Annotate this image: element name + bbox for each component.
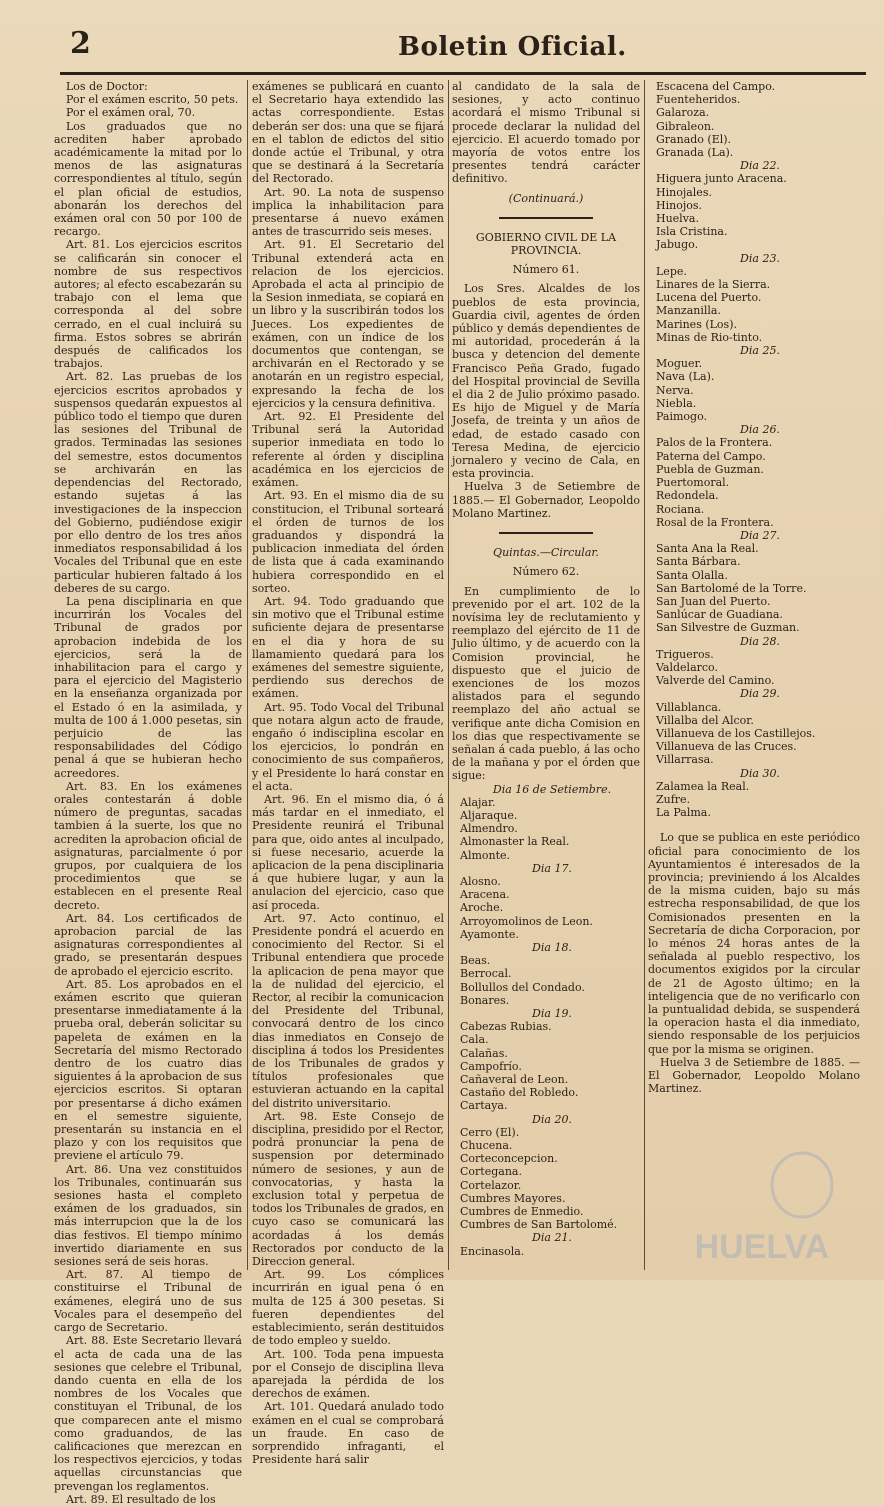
column-divider	[448, 80, 449, 1270]
newspaper-title: Boletin Oficial.	[398, 32, 627, 62]
town-entry: Hinojos.	[656, 198, 702, 212]
town-entry: Puebla de Guzman.	[656, 462, 764, 476]
town-entry: Castaño del Robledo.	[460, 1086, 579, 1100]
schedule-day-label: Dia 23.	[740, 251, 780, 265]
column-3	[452, 80, 640, 1270]
article-paragraph: Art. 83. En los exámenes orales contestarán á doble número de preguntas, sacadas tambien á la suerte, los que no acrediten la aprobacion oficial de asignaturas, parcialmente ó por grupos, por cualquiera de los procedimientos que se establecen en el presente Real decreto.	[54, 779, 242, 912]
column-divider	[247, 80, 248, 1270]
town-entry: Cartaya.	[460, 1099, 508, 1113]
town-entry: Sanlúcar de Guadiana.	[656, 608, 783, 622]
town-entry: Calañas.	[460, 1046, 508, 1060]
town-entry: Villablanca.	[656, 700, 722, 714]
town-entry: Fuenteheridos.	[656, 93, 741, 107]
article-paragraph: Art. 92. El Presidente del Tribunal será la Autoridad superior inmediata en todo lo referente al órden y disciplina académica en los ejercicios de exámen.	[252, 410, 444, 490]
town-entry: Valverde del Camino.	[656, 674, 775, 688]
town-entry: Chucena.	[460, 1139, 513, 1153]
schedule-day-label: Dia 21.	[532, 1231, 572, 1245]
article-paragraph: Art. 97. Acto continuo, el Presidente pondrá el acuerdo en conocimiento del Rector. Si el Tribunal entendiera que procede la aplicacion de pena mayor que la de nulidad del ejercicio, el Rector, al recibir la comunicacion del Presidente del Tribunal, convocará dentro de los cinco dias inmediatos en Consejo de disciplina á todos los Presidentes de los Tribunales de grados y títulos profesionales que estuvieran actuando en la capital del distrito universitario.	[252, 911, 444, 1110]
town-entry: Paimogo.	[656, 410, 708, 424]
town-entry: San Bartolomé de la Torre.	[656, 581, 807, 595]
article-paragraph: Art. 82. Las pruebas de los ejercicios escritos aprobados y suspensos quedarán expuestos al público todo el tiempo que duren las sesiones del Tribunal de grados. Terminadas las sesiones del semestre, estos documentos se archivarán en las dependencias del Rectorado, estando sujetas á las investigaciones de la inspeccion del Gobierno, pudiéndose exigir por ello dentro de los tres años inmediatos responsabilidad á los Vocales del Tribunal que en este particular hubieren faltado á los deberes de su cargo.	[54, 370, 242, 595]
town-entry: Zufre.	[656, 792, 691, 806]
town-entry: Almendro.	[460, 822, 518, 836]
town-entry: Granada (La).	[656, 146, 734, 160]
column-4	[648, 80, 860, 1270]
continued-text: al candidato de la sala de sesiones, y acto continuo acordará el mismo Tribunal si procede declarar la nulidad del ejercicio. El acuerdo tomado por mayoría de votos entre los presentes tendrá carácter definitivo.	[452, 80, 640, 186]
town-entry: Galaroza.	[656, 106, 710, 120]
schedule-day-label: Dia 30.	[740, 766, 780, 780]
town-entry: Zalamea la Real.	[656, 779, 750, 793]
schedule-day-label: Dia 26.	[740, 423, 780, 437]
town-entry: Granado (El).	[656, 132, 732, 146]
article-paragraph: La pena disciplinaria en que incurrirán los Vocales del Tribunal de grados por aprobacion indebida de los ejercicios, será la de inhabilitacion para el cargo y para el ejercicio del Magisterio en la enseñanza organizada por el Estado ó en la asimilada, y multa de 100 á 1.000 pesetas, sin perjuicio de las responsabilidades del Código penal á que se hubieran hecho acreedores.	[54, 594, 242, 780]
town-entry: Minas de Rio-tinto.	[656, 330, 763, 344]
town-entry: Moguer.	[656, 357, 703, 371]
article-paragraph: Art. 95. Todo Vocal del Tribunal que notara algun acto de fraude, engaño ó indisciplina escolar en los ejercicios, lo pondrán en conocimiento de sus compañeros, y el Presidente lo hará constar en el acta.	[252, 700, 444, 793]
library-stamp-watermark	[652, 1140, 872, 1270]
town-entry: Cañaveral de Leon.	[460, 1073, 569, 1087]
town-entry: Corteconcepcion.	[460, 1152, 558, 1166]
notice-number: Número 62.	[512, 565, 580, 579]
town-entry: Manzanilla.	[656, 304, 721, 318]
town-entry: Huelva.	[656, 212, 699, 226]
article-paragraph: Art. 88. Este Secretario llevará el acta de cada una de las sesiones que celebre el Tribunal, dando cuenta en ella de los nombres de los Vocales que constituyan el Tribunal, de los que comparecen ante el mismo como graduandos, de las calificaciones que merezcan en los respectivos ejercicios, y todas aquellas circunstancias que prevengan los reglamentos.	[54, 1334, 242, 1493]
town-entry: Beas.	[460, 954, 491, 968]
schedule-day-label: Dia 18.	[532, 940, 572, 954]
column-1	[54, 80, 242, 1506]
town-entry: Cortegana.	[460, 1165, 522, 1179]
column-divider	[644, 80, 645, 1270]
article-paragraph: Art. 98. Este Consejo de disciplina, presidido por el Rector, podrá pronunciar la pena de suspension por determinado número de sesiones, y aun de convocatorias, y hasta la exclusion total y perpetua de todos los Tribunales de grados, en cuyo caso se comunicará las acordadas á los demás Rectorados por conducto de la Direccion general.	[252, 1109, 444, 1269]
town-entry: Villanueva de las Cruces.	[656, 740, 797, 754]
town-entry: Escacena del Campo.	[656, 80, 776, 93]
article-paragraph: Art. 101. Quedará anulado todo exámen en el cual se comprobará un fraude. En caso de sorprendido infraganti, el Presidente hará salir	[252, 1400, 444, 1467]
article-paragraph: Art. 99. Los cómplices incurrirán en igual pena ó en multa de 125 á 300 pesetas. Si fueren dependientes del establecimiento, serán destituidos de todo empleo y sueldo.	[252, 1268, 444, 1348]
town-entry: Cumbres de Enmedio.	[460, 1205, 584, 1219]
town-entry: Santa Ana la Real.	[656, 542, 759, 556]
article-paragraph: Por el exámen escrito, 50 pets.	[66, 93, 239, 107]
town-entry: Higuera junto Aracena.	[656, 172, 787, 186]
town-entry: Jabugo.	[656, 238, 699, 252]
town-entry: Arroyomolinos de Leon.	[460, 914, 593, 928]
town-entry: Cerro (El).	[460, 1125, 520, 1139]
town-entry: Lepe.	[656, 264, 687, 278]
schedule-day-label: Dia 28.	[740, 634, 780, 648]
schedule-list	[648, 159, 860, 819]
town-entry: Santa Bárbara.	[656, 555, 741, 569]
town-entry: Almonte.	[460, 848, 511, 862]
town-entry: Isla Cristina.	[656, 225, 728, 239]
circular-heading: Quintas.—Circular.	[493, 546, 599, 560]
continuara-note: (Continuará.)	[508, 191, 584, 205]
town-entry: Nava (La).	[656, 370, 715, 384]
town-entry: Alajar.	[460, 795, 496, 809]
schedule-day-label: Dia 20.	[532, 1112, 572, 1126]
article-paragraph: Art. 87. Al tiempo de constituirse el Tribunal de exámenes, elegirá uno de sus Vocales para el desempeño del cargo de Secretario.	[54, 1268, 242, 1335]
town-entry: Paterna del Campo.	[656, 449, 766, 463]
article-paragraph: Art. 85. Los aprobados en el exámen escrito que quieran presentarse inmediatamente á la prueba oral, deberán solicitar su papeleta de exámen en la Secretaría del mismo Rectorado dentro de los cuatro dias siguientes á la aprobacion de sus ejercicios escritos. Si optaran por presentarse á dicho exámen en el semestre siguiente, presentarán su instancia en el plazo y con los requisitos que previene el artículo 79.	[54, 977, 242, 1163]
town-entry: Cortelazor.	[460, 1178, 522, 1192]
town-entry: Aljaraque.	[460, 808, 518, 822]
article-paragraph: Art. 94. Todo graduando que sin motivo que el Tribunal estime suficiente dejara de presentarse en el dia y hora de su llamamiento quedará para los exámenes del semestre siguiente, perdiendo sus derechos de exámen.	[252, 594, 444, 701]
town-entry: Lucena del Puerto.	[656, 291, 762, 305]
article-paragraph: Art. 89. El resultado de los	[66, 1492, 216, 1506]
article-paragraph: Art. 100. Toda pena impuesta por el Consejo de disciplina lleva aparejada la pérdida de los derechos de exámen.	[252, 1347, 444, 1401]
column-2	[252, 80, 444, 1467]
section-separator	[499, 217, 593, 219]
notice-signature: Huelva 3 de Setiembre de 1885.— El Gobernador, Leopoldo Molano Martinez.	[452, 480, 640, 520]
town-entry: Niebla.	[656, 396, 697, 410]
page-number: 2	[70, 26, 91, 61]
town-entry: San Juan del Puerto.	[656, 594, 771, 608]
town-entry: Hinojales.	[656, 185, 712, 199]
town-entry: Cala.	[460, 1033, 489, 1047]
town-entry: Palos de la Frontera.	[656, 436, 773, 450]
town-entry: Encinasola.	[460, 1244, 525, 1258]
section-separator	[499, 532, 593, 534]
town-entry: Linares de la Sierra.	[656, 278, 771, 292]
closing-signature: Huelva 3 de Setiembre de 1885. —El Gobernador, Leopoldo Molano Martinez.	[648, 1055, 860, 1096]
town-entry: Berrocal.	[460, 967, 512, 981]
town-entry: Ayamonte.	[460, 927, 519, 941]
town-entry: Santa Olalla.	[656, 568, 728, 582]
article-paragraph: Art. 91. El Secretario del Tribunal extenderá acta en relacion de los ejercicios. Aprobada el acta al principio de la Sesion inmediata, se copiará en un libro y la suscribirán todos los Jueces. Los expedientes de exámen, con un índice de los documentos que contengan, se archivarán en el Rectorado y se anotarán en un registro especial, expresando la fecha de los ejercicios y la censura definitiva.	[252, 238, 444, 410]
town-entry: La Palma.	[656, 806, 711, 820]
town-entry: Gibraleon.	[656, 119, 715, 133]
town-entry: Rociana.	[656, 502, 705, 516]
town-entry: Cumbres Mayores.	[460, 1191, 566, 1205]
article-paragraph: exámenes se publicará en cuanto el Secretario haya extendido las actas correspondiente. Estas deberán ser dos: una que se fijará en el tablon de edictos del sitio donde actúe el Tribunal, y otra que se destinará á la Secretaría del Rectorado.	[252, 80, 444, 186]
schedule-day-label: Dia 25.	[740, 344, 780, 358]
schedule-list	[452, 783, 640, 1258]
notice-number: Número 61.	[512, 263, 580, 277]
town-entry: Almonaster la Real.	[460, 835, 570, 849]
town-entry: Cabezas Rubias.	[460, 1020, 552, 1034]
town-entry: Villarrasa.	[656, 753, 714, 767]
town-entry: Valdelarco.	[656, 660, 718, 674]
article-paragraph: Los de Doctor:	[66, 80, 148, 93]
town-entry: Rosal de la Frontera.	[656, 515, 774, 529]
article-paragraph: Art. 90. La nota de suspenso implica la inhabilitacion para presentarse á nuevo exámen antes de trascurrido seis meses.	[252, 185, 444, 239]
schedule-day-label: Dia 29.	[740, 687, 780, 701]
schedule-day-label: Dia 16 de Setiembre.	[492, 782, 612, 796]
schedule-list	[648, 80, 860, 159]
article-paragraph: Art. 84. Los certificados de aprobacion parcial de las asignaturas correspondientes al grado, se presentarán despues de aprobado el ejercicio escrito.	[54, 911, 242, 978]
article-paragraph: Los graduados que no acrediten haber aprobado académicamente la mitad por lo menos de las asignaturas correspondientes al título, según el plan oficial de estudios, abonarán los derechos del exámen oral con 50 por 100 de recargo.	[54, 119, 242, 239]
article-paragraph: Art. 81. Los ejercicios escritos se calificarán sin conocer el nombre de sus respectivos autores; al efecto escabezarán su trabajo con el lema que corresponda al del sobre cerrado, en el cual incluirá su firma. Estos sobres se abrirán después de calificados los trabajos.	[54, 238, 242, 371]
town-entry: Bollullos del Condado.	[460, 980, 585, 994]
town-entry: Trigueros.	[656, 647, 714, 661]
notice-body: En cumplimiento de lo prevenido por el art. 102 de la novísima ley de reclutamiento y reemplazo del ejército de 11 de Julio último, y de acuerdo con la Comision provincial, he dispuesto que el juicio de exenciones de los mozos alistados para el segundo reemplazo del año actual se verifique ante dicha Comision en los dias que respectivamente se señalan á cada pueblo, á las ocho de la mañana y por el órden que sigue:	[452, 584, 640, 783]
schedule-day-label: Dia 27.	[740, 528, 780, 542]
schedule-day-label: Dia 17.	[532, 861, 572, 875]
article-paragraph: Art. 86. Una vez constituidos los Tribunales, continuarán sus sesiones hasta el completo exámen de los graduados, sin más interrupcion que la de los dias festivos. El tiempo mínimo invertido diariamente en sus sesiones será de seis horas.	[54, 1162, 242, 1269]
town-entry: Cumbres de San Bartolomé.	[460, 1218, 618, 1232]
closing-paragraph: Lo que se publica en este periódico oficial para conocimiento de los Ayuntamientos é interesados de la provincia; previniendo á los Alcaldes de la misma cuiden, bajo su más estrecha responsabilidad, de que los Comisionados presenten en la Secretaría de dicha Corporacion, por lo ménos 24 horas antes de la señalada al pueblo respectivo, los documentos exigidos por la circular de 21 de Agosto último; en la inteligencia que de no verificarlo con la puntualidad debida, se suspenderá la operacion hasta el dia inmediato, siendo responsable de los perjuicios que por la misma se originen.	[648, 831, 860, 1056]
notice-body: Los Sres. Alcaldes de los pueblos de esta provincia, Guardia civil, agentes de órden público y demás dependientes de mi autoridad, procederán á la busca y detencion del demente Francisco Peña Grado, fugado del Hospital provincial de Sevilla el dia 2 de Julio próximo pasado. Es hijo de Miguel y de María Josefa, de treinta y un años de edad, de estado casado con Teresa Medina, de ejercicio jornalero y vecino de Cala, en esta provincia.	[452, 282, 640, 481]
article-paragraph: Por el exámen oral, 70.	[66, 106, 196, 120]
town-entry: Villalba del Alcor.	[656, 713, 754, 727]
town-entry: Aracena.	[460, 888, 510, 902]
article-paragraph: Art. 96. En el mismo dia, ó á más tardar en el inmediato, el Presidente reunirá el Tribunal para que, oido antes al inculpado, si fuese necesario, acuerde la aplicacion de la pena disciplinaria á que hubiere lugar, y aun la anulacion del ejercicio, caso que así proceda.	[252, 792, 444, 912]
schedule-day-label: Dia 22.	[740, 159, 780, 173]
town-entry: Redondela.	[656, 489, 719, 503]
svg-text:HUELVA: HUELVA	[694, 1228, 830, 1266]
town-entry: San Silvestre de Guzman.	[656, 621, 800, 635]
town-entry: Aroche.	[460, 901, 504, 915]
town-entry: Villanueva de los Castillejos.	[656, 726, 816, 740]
article-paragraph: Art. 93. En el mismo dia de su constitucion, el Tribunal sorteará el órden de turnos de los graduandos y dispondrá la publicacion inmediata del órden de lista que á cada examinando hubiera correspondido en el sorteo.	[252, 489, 444, 595]
town-entry: Alosno.	[460, 874, 501, 888]
section-heading: GOBIERNO CIVIL DE LA PROVINCIA.	[475, 230, 617, 258]
header-rule	[60, 72, 866, 75]
town-entry: Marines (Los).	[656, 317, 737, 331]
town-entry: Bonares.	[460, 993, 510, 1007]
schedule-day-label: Dia 19.	[532, 1007, 572, 1020]
town-entry: Nerva.	[656, 383, 694, 397]
town-entry: Puertomoral.	[656, 476, 730, 490]
town-entry: Campofrío.	[460, 1059, 522, 1073]
page-header	[0, 24, 884, 76]
